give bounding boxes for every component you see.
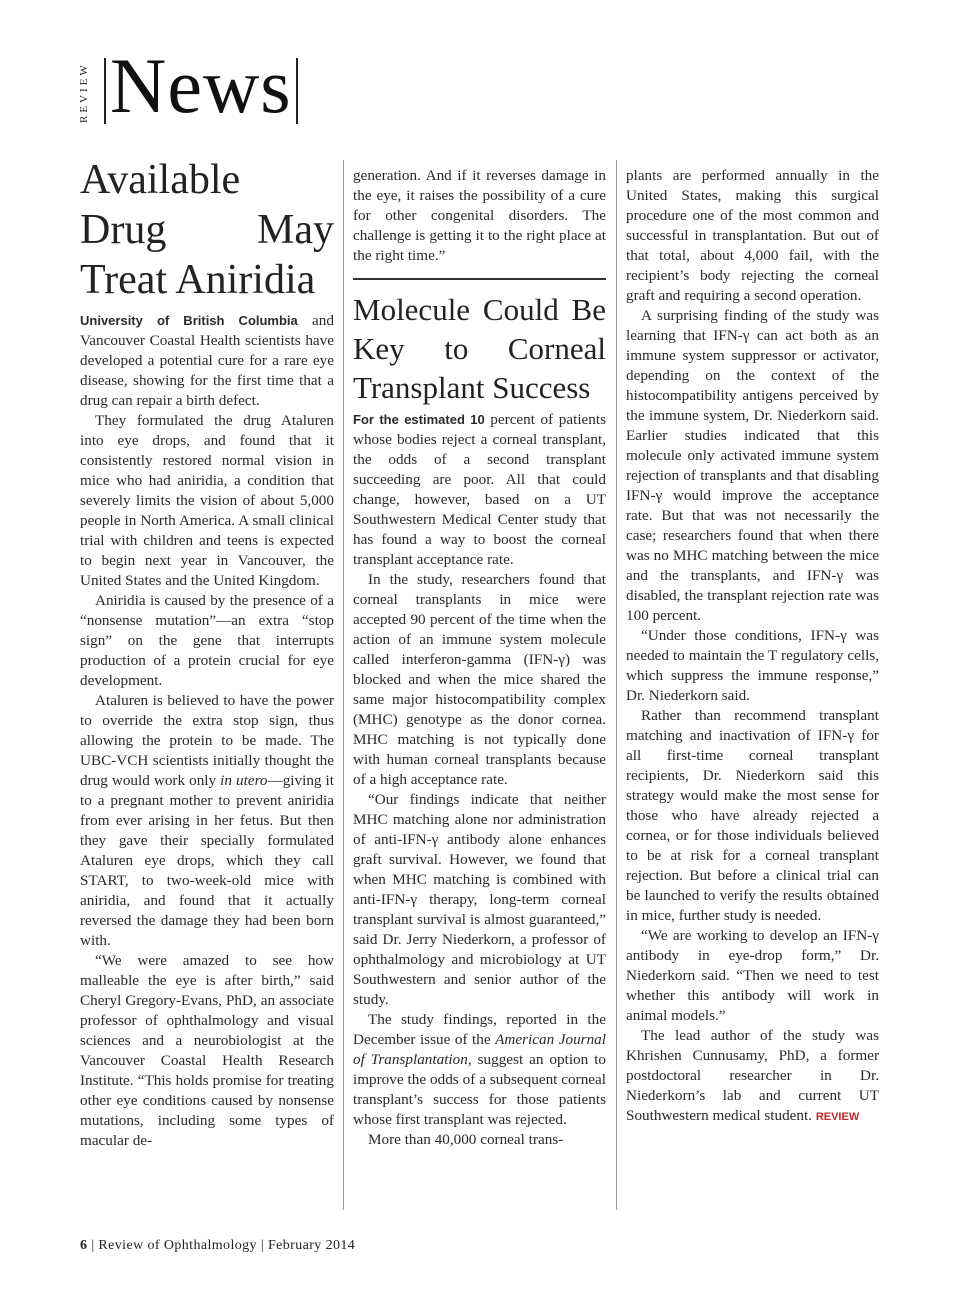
paragraph: More than 40,000 corneal trans-	[368, 1131, 564, 1148]
paragraph: University of British Columbia and Vancouver Coastal Health scientists have developed a potential cure for a rare eye disease, showing for the first time that a drug can repair a birth defect.	[80, 312, 334, 409]
paragraph: In the study, researchers found that corneal transplants in mice were accepted 90 percent of the time when the action of an immune system molecule called interferon-gamma (IFN-γ) was blocked and when the mice shared the same major histocompatibility complex (MHC) genotype as the donor cornea. MHC matching is not typically done with human corneal transplants because of a high acceptance rate.	[353, 571, 606, 788]
column-right	[626, 166, 879, 1127]
column-divider	[616, 160, 617, 1210]
paragraph: They formulated the drug Ataluren into eye drops, and found that it consistently restored normal vision in mice who had aniridia, a condition that severely limits the vision of about 5,000 people in North America. A small clinical trial with children and teens is expected to begin next year in Vancouver, the United States and the United Kingdom.	[80, 412, 334, 589]
paragraph: Aniridia is caused by the presence of a “nonsense mutation”—an extra “stop sign” on the gene that interrupts production of a protein crucial for eye development.	[80, 592, 334, 689]
page-title: News	[110, 42, 292, 129]
publication-name: Review of Ophthalmology	[98, 1238, 257, 1253]
paragraph: “Our findings indicate that neither MHC matching alone nor administration of anti-IFN-γ antibody alone enhances graft survival. However, we found that when MHC matching is combined with anti-IFN-γ therapy, long-term corneal transplant survival is almost guaranteed,” said Dr. Jerry Niederkorn, a professor of ophthalmology and microbiology at UT Southwestern and senior author of the study.	[353, 791, 606, 1008]
page-footer: 6 | Review of Ophthalmology | February 2014	[80, 1238, 356, 1253]
paragraph: “We are working to develop an IFN-γ antibody in eye-drop form,” Dr. Niederkorn said. “Then we need to test whether this antibody will work in animal models.”	[626, 927, 879, 1024]
section-label: REVIEW	[78, 62, 90, 124]
column-middle	[353, 166, 606, 1150]
paragraph: The lead author of the study was Khrishen Cunnusamy, PhD, a former postdoctoral researcher in Dr. Niederkorn’s lab and current UT Southwestern medical student. REVIEW	[626, 1027, 879, 1124]
masthead-right-rule	[296, 58, 298, 124]
headline-aniridia: Available Drug May Treat Aniridia	[80, 157, 334, 303]
page-number: 6	[80, 1238, 88, 1253]
paragraph: “Under those conditions, IFN-γ was needed to maintain the T regulatory cells, which suppress the immune response,” Dr. Niederkorn said.	[626, 627, 879, 704]
paragraph: A surprising finding of the study was learning that IFN-γ can act both as an immune system suppressor or activator, depending on the context of the histocompatibility antigens perceived by the immune system, Dr. Niederkorn said. Earlier studies indicated that this molecule only activated immune system rejection of transplants and that disabling IFN-γ would improve the acceptance rate. But that was not necessarily the case; researchers found that when there was no MHC matching between the mice and the transplants, and IFN-γ was disabled, the transplant rejection rate was 100 percent.	[626, 307, 879, 624]
lead-in: For the estimated 10	[353, 412, 485, 427]
column-divider	[343, 160, 344, 1210]
masthead-left-rule	[104, 58, 106, 124]
article-aniridia	[80, 155, 334, 1151]
issue-date: February 2014	[267, 1238, 356, 1253]
article-separator	[353, 278, 606, 280]
paragraph: Rather than recommend transplant matching and inactivation of IFN-γ for all first-time corneal transplant recipients, Dr. Niederkorn said this strategy would make the most sense for those who have already rejected a cornea, or for those individuals believed to be at risk for a corneal transplant rejection. But before a clinical trial can be launched to verify the results obtained in mice, further study is needed.	[626, 707, 879, 924]
paragraph: “We were amazed to see how malleable the eye is after birth,” said Cheryl Gregory-Evans, PhD, an associate professor of ophthalmology and visual sciences and a neurobiologist at the Vancouver Coastal Health Research Institute. “This holds promise for treating other eye conditions caused by nonsense mutations, including some types of macular de-	[80, 952, 334, 1149]
end-mark: REVIEW	[815, 1111, 860, 1123]
paragraph-continued: generation. And if it reverses damage in the eye, it raises the possibility of a cure for other congenital disorders. The challenge is getting it to the right place at the right time.”	[353, 167, 606, 264]
paragraph-continued: plants are performed annually in the United States, making this surgical procedure one of the most common and successful in transplantation. But out of that total, about 4,000 fail, with the recipient’s body rejecting the corneal graft and requiring a second operation.	[626, 167, 879, 304]
headline-corneal: Molecule Could Be Key to Corneal Transplant Success	[353, 292, 606, 405]
paragraph: For the estimated 10 percent of patients whose bodies reject a corneal transplant, the odds of a second transplant succeeding are poor. All that could change, however, based on a UT Southwestern Medical Center study that has found a way to boost the corneal transplant acceptance rate.	[353, 411, 606, 568]
paragraph: The study findings, reported in the December issue of the American Journal of Transplantation, suggest an option to improve the odds of a subsequent corneal transplant’s success for those patients whose first transplant was rejected.	[353, 1011, 607, 1128]
paragraph: Ataluren is believed to have the power to override the extra stop sign, thus allowing the protein to be made. The UBC-VCH scientists initially thought the drug would work only in utero—giving it to a pregnant mother to prevent aniridia from ever arising in her fetus. But then they gave their specially formulated Ataluren eye drops, which they call START, to two-week-old mice with aniridia, and found that it actually reversed the damage they had been born with.	[80, 692, 334, 949]
lead-in: University of British Columbia	[80, 313, 298, 328]
